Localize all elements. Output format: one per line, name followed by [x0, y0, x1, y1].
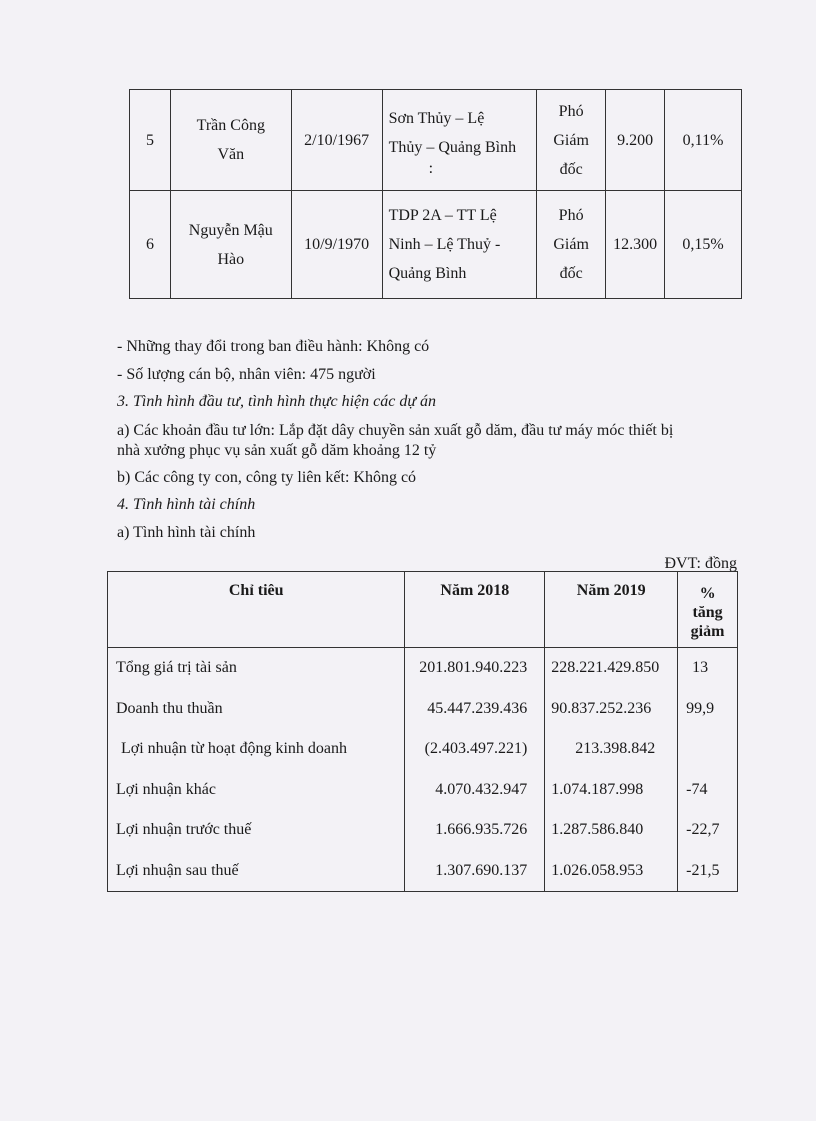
name-cell: Nguyễn Mậu Hào — [170, 191, 291, 299]
indicator-cell: Lợi nhuận sau thuế — [108, 851, 405, 892]
value-2018-cell: 1.666.935.726 — [405, 810, 545, 851]
indicator-cell: Tổng giá trị tài sản — [108, 648, 405, 689]
investment-b-text: b) Các công ty con, công ty liên kết: Không có — [117, 469, 417, 486]
value-2019-cell: 1.074.187.998 — [545, 770, 678, 811]
section-3-heading: 3. Tình hình đầu tư, tình hình thực hiện các dự án — [117, 393, 437, 410]
shares-cell: 9.200 — [606, 90, 665, 191]
indicator-cell: Lợi nhuận từ hoạt động kinh doanh — [108, 729, 405, 770]
indicator-cell: Doanh thu thuần — [108, 689, 405, 730]
dob-cell: 10/9/1970 — [291, 191, 382, 299]
table-row — [108, 851, 738, 892]
value-2018-cell: 4.070.432.947 — [405, 770, 545, 811]
unit-label: ĐVT: đồng — [664, 555, 737, 572]
value-2019-cell: 1.287.586.840 — [545, 810, 678, 851]
indicator-header: Chỉ tiêu — [108, 572, 405, 648]
percent-cell: -74 — [678, 770, 738, 811]
value-2019-cell: 1.026.058.953 — [545, 851, 678, 892]
value-2019-cell: 228.221.429.850 — [545, 648, 678, 689]
board-changes-text: - Những thay đổi trong ban điều hành: Không có — [117, 338, 430, 355]
address-cell: TDP 2A – TT Lệ Ninh – Lệ Thuỷ - Quảng Bình — [382, 191, 537, 299]
indicator-cell: Lợi nhuận trước thuế — [108, 810, 405, 851]
value-2019-cell: 213.398.842 — [545, 729, 678, 770]
percent-change-header: % tăng giảm — [678, 572, 738, 648]
finance-a-text: a) Tình hình tài chính — [117, 524, 256, 541]
stt-cell: 6 — [130, 191, 171, 299]
indicator-cell: Lợi nhuận khác — [108, 770, 405, 811]
value-2018-cell: 1.307.690.137 — [405, 851, 545, 892]
percent-cell: 13 — [678, 648, 738, 689]
financial-table — [107, 571, 738, 892]
executive-board-table — [129, 89, 742, 299]
investment-a-line-1: a) Các khoản đầu tư lớn: Lắp đặt dây chuyền sản xuất gỗ dăm, đầu tư máy móc thiết bị — [117, 422, 674, 439]
percent-cell: 99,9 — [678, 689, 738, 730]
section-4-heading: 4. Tình hình tài chính — [117, 496, 256, 513]
address-cell: Sơn Thủy – Lệ Thủy – Quảng Bình : — [382, 90, 537, 191]
year-2018-header: Năm 2018 — [405, 572, 545, 648]
shares-cell: 12.300 — [606, 191, 665, 299]
table-row — [108, 689, 738, 730]
stt-cell: 5 — [130, 90, 171, 191]
value-2018-cell: (2.403.497.221) — [405, 729, 545, 770]
dob-cell: 2/10/1967 — [291, 90, 382, 191]
table-row — [130, 191, 742, 299]
table-row — [130, 90, 742, 191]
value-2018-cell: 45.447.239.436 — [405, 689, 545, 730]
percent-cell: -22,7 — [678, 810, 738, 851]
table-row — [108, 770, 738, 811]
table-row — [108, 648, 738, 689]
percent-cell: -21,5 — [678, 851, 738, 892]
name-cell: Trần Công Văn — [170, 90, 291, 191]
table-header-row — [108, 572, 738, 648]
value-2019-cell: 90.837.252.236 — [545, 689, 678, 730]
investment-a-line-2: nhà xưởng phục vụ sản xuất gỗ dăm khoảng 12 tỷ — [117, 442, 437, 459]
year-2019-header: Năm 2019 — [545, 572, 678, 648]
table-row — [108, 729, 738, 770]
position-cell: Phó Giám đốc — [537, 90, 606, 191]
percent-cell — [678, 729, 738, 770]
value-2018-cell: 201.801.940.223 — [405, 648, 545, 689]
table-row — [108, 810, 738, 851]
employee-count-text: - Số lượng cán bộ, nhân viên: 475 người — [117, 366, 376, 383]
position-cell: Phó Giám đốc — [537, 191, 606, 299]
ratio-cell: 0,11% — [665, 90, 742, 191]
ratio-cell: 0,15% — [665, 191, 742, 299]
